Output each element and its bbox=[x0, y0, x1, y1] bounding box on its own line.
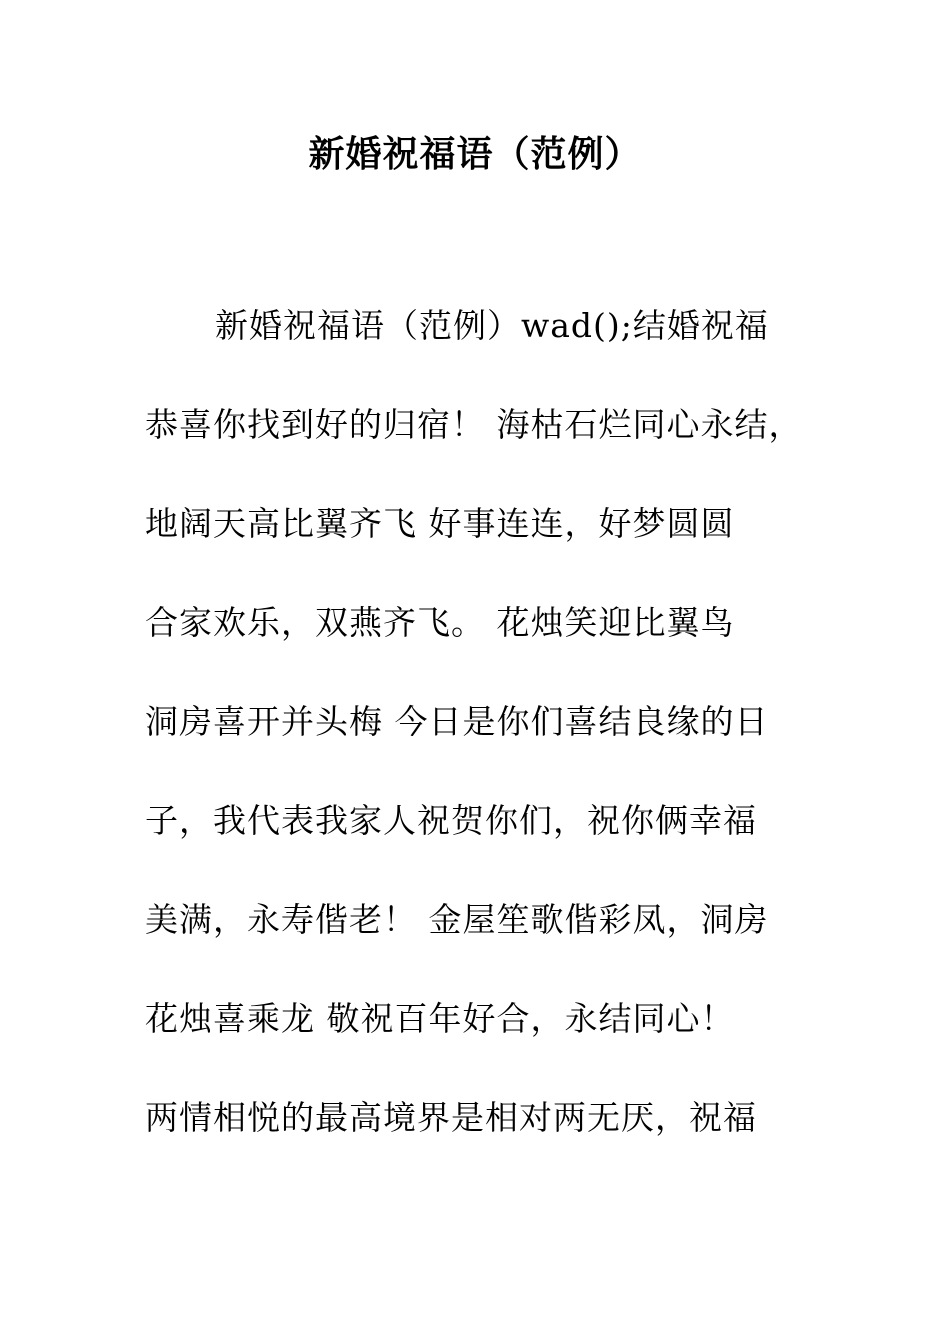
paragraph-line: 合家欢乐，双燕齐飞。 花烛笑迎比翼鸟 bbox=[145, 603, 735, 642]
paragraph-line: 两情相悦的最高境界是相对两无厌，祝福 bbox=[145, 1098, 757, 1137]
paragraph-line: 新婚祝福语（范例）wad();结婚祝福 bbox=[215, 306, 769, 345]
paragraph-line: 洞房喜开并头梅 今日是你们喜结良缘的日 bbox=[145, 702, 769, 741]
paragraph-line: 花烛喜乘龙 敬祝百年好合，永结同心！ bbox=[145, 999, 735, 1038]
paragraph-line: 地阔天高比翼齐飞 好事连连，好梦圆圆 bbox=[145, 504, 735, 543]
paragraph-line: 子，我代表我家人祝贺你们，祝你俩幸福 bbox=[145, 801, 757, 840]
paragraph-line: 美满，永寿偕老！ 金屋笙歌偕彩凤，洞房 bbox=[145, 900, 769, 939]
page-title: 新婚祝福语（范例） bbox=[308, 133, 642, 175]
paragraph-line: 恭喜你找到好的归宿！ 海枯石烂同心永结， bbox=[145, 405, 803, 444]
document-body bbox=[145, 300, 825, 1191]
